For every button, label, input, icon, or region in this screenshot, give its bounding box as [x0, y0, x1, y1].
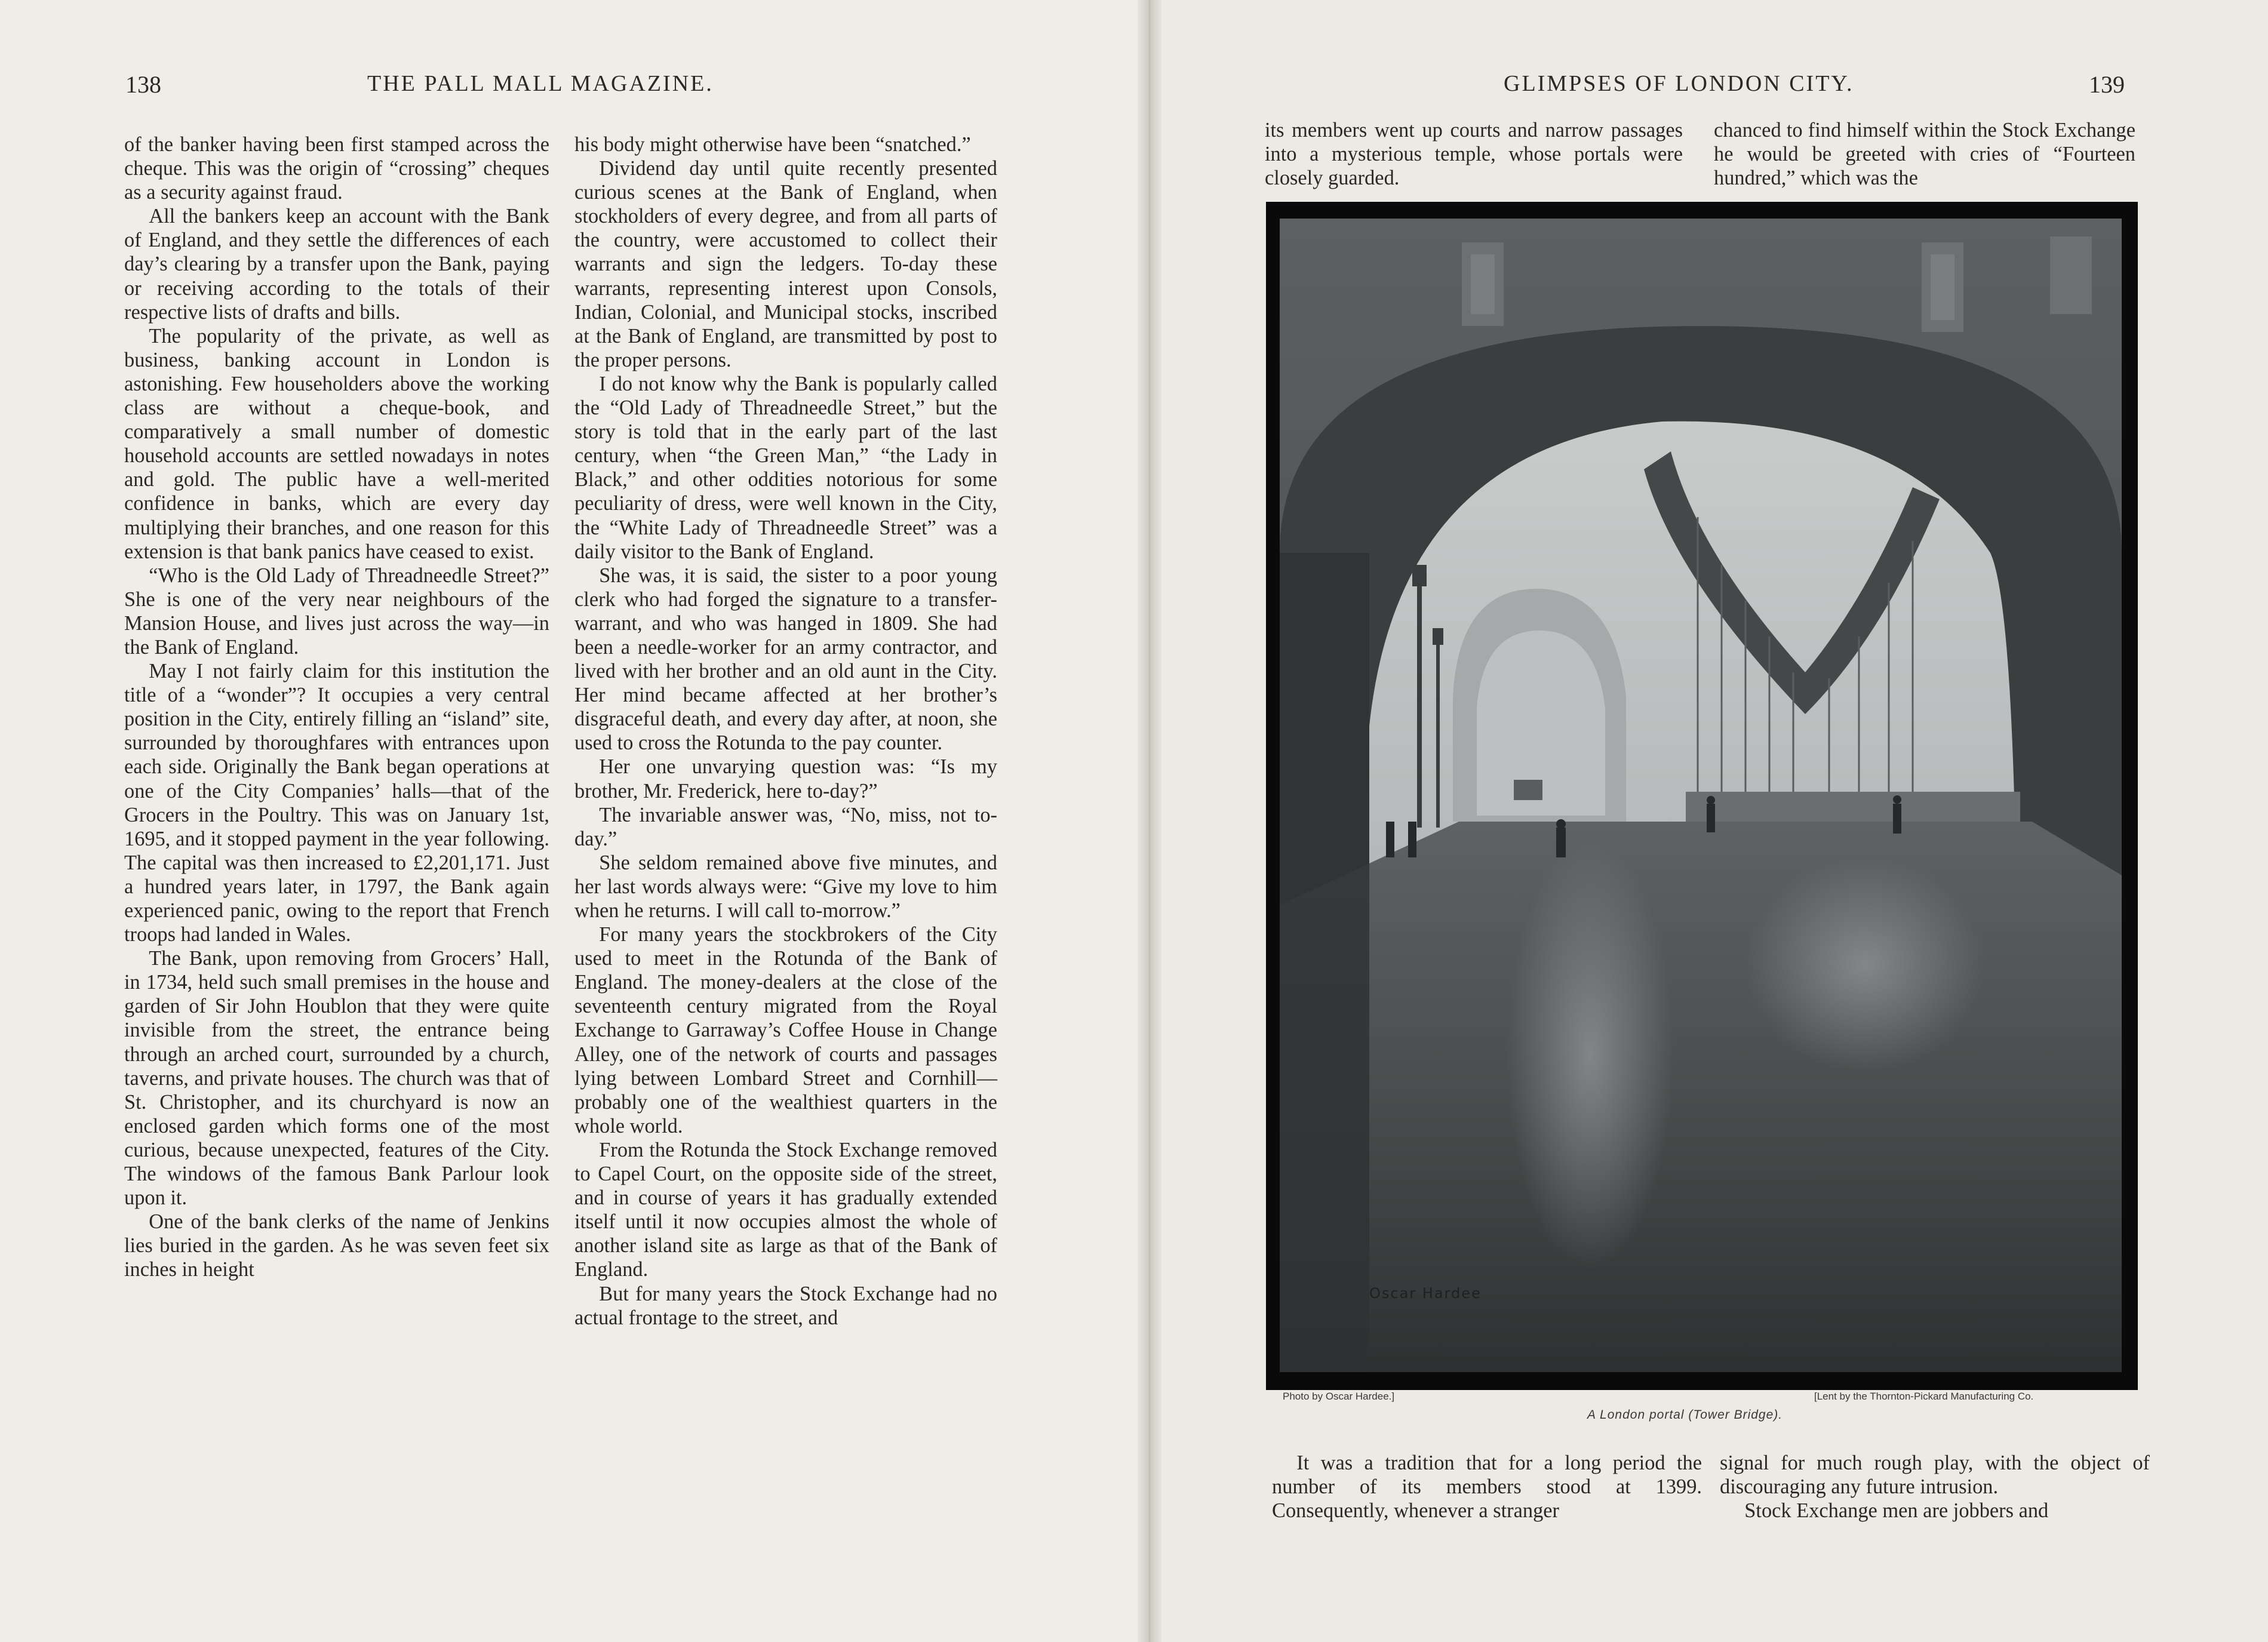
road-reflection: [1745, 857, 1984, 1072]
photo-caption: A London portal (Tower Bridge).: [1587, 1408, 1783, 1422]
paragraph: I do not know why the Bank is popularly called the “Old Lady of Threadneedle Street,” but the story is told that in the early part of the last century, when “the Green Man,” “the Lady in Black,” and other oddities notorious for some peculiarity of dress, were well known in the City, the “White Lady of Threadneedle Street” was a daily visitor to the Bank of England.: [574, 372, 997, 563]
paragraph: She was, it is said, the sister to a poor young clerk who had forged the signature to a transfer-warrant, and who was hanged in 1809. She had been a needle-worker for an army contractor, and lived with her brother and an old aunt in the City. Her mind became affected at her brother’s disgraceful death, and every day after, at noon, she used to cross the Rotunda to the pay counter.: [574, 564, 997, 755]
distant-cart: [1514, 780, 1542, 800]
right-top-left-text: [1265, 118, 1683, 190]
paragraph: of the banker having been first stamped across the cheque. This was the origin of “crossing” cheques as a security against fraud.: [124, 133, 549, 204]
tower-window: [1931, 254, 1954, 320]
left-page-number: 138: [125, 71, 161, 98]
left-column-2: [574, 133, 997, 1330]
paragraph: The invariable answer was, “No, miss, not to-day.”: [574, 803, 997, 850]
paragraph: All the bankers keep an account with the Bank of England, and they settle the differences of each day’s clearing by a transfer upon the Bank, paying or receiving according to the totals of their respective lists of drafts and bills.: [124, 205, 549, 324]
paragraph: It was a tradition that for a long period the number of its members stood at 1399. Consequently, whenever a stranger: [1272, 1452, 1702, 1523]
right-top-right-text: [1714, 118, 2135, 190]
paragraph: Stock Exchange men are jobbers and: [1744, 1499, 2049, 1523]
paragraph: Her one unvarying question was: “Is my brother, Mr. Frederick, here to-day?”: [574, 755, 997, 802]
paragraph: Dividend day until quite recently presented curious scenes at the Bank of England, when stockholders of every degree, and from all parts of the country, were accustomed to collect their warrants and sign the ledgers. To-day these warrants, representing interest upon Consols, Indian, Colonial, and Municipal stocks, inscribed at the Bank of England, are transmitted by post to the proper persons.: [574, 157, 997, 371]
paragraph: chanced to find himself within the Stock Exchange he would be greeted with cries of “Fourteen hundred,” which was the: [1714, 119, 2135, 190]
paragraph: “Who is the Old Lady of Threadneedle Street?” She is one of the very near neighbours of the Mansion House, and lives just across the way—in the Bank of England.: [124, 564, 549, 659]
right-bottom-left-text: [1272, 1451, 1702, 1523]
tower-window: [1471, 254, 1495, 314]
paragraph: his body might otherwise have been “snatched.”: [574, 133, 971, 156]
paragraph: For many years the stockbrokers of the City used to meet in the Rotunda of the Bank of England. The money-dealers at the close of the seventeenth century migrated from the Royal Exchange to Garraway’s Coffee House in Change Alley, one of the network of courts and passages lying between Lombard Street and Cornhill—probably one of the wealthiest quarters in the whole world.: [574, 923, 997, 1137]
paragraph: From the Rotunda the Stock Exchange removed to Capel Court, on the opposite side of the street, and in course of years it has gradually extended itself until it now occupies almost the whole of another island site as large as that of the Bank of England.: [574, 1138, 997, 1281]
road-reflection: [1507, 840, 1674, 1269]
right-bottom-right-text: [1720, 1451, 2150, 1523]
left-column-1: [124, 133, 549, 1282]
paragraph: May I not fairly claim for this institution the title of a “wonder”? It occupies a very central position in the City, entirely filling an “island” site, surrounded by thoroughfares with entrances upon each side. Originally the Bank began operations at one of the City Companies’ halls—that of the Grocers in the Poultry. This was on January 1st, 1695, and it stopped payment in the year following. The capital was then increased to £2,201,171. Just a hundred years later, in 1797, the Bank again experienced panic, owing to the report that French troops had landed in Wales.: [124, 660, 549, 946]
photo-credit: Photo by Oscar Hardee.]: [1283, 1391, 1395, 1402]
paragraph: The Bank, upon removing from Grocers’ Hall, in 1734, held such small premises in the house and garden of Sir John Houblon that they were quite invisible from the street, the entrance being through an arched court, surrounded by a church, taverns, and private houses. The church was that of St. Christopher, and its churchyard is now an enclosed garden which forms one of the most curious, because unexpected, features of the City. The windows of the famous Bank Parlour look upon it.: [124, 947, 549, 1210]
paragraph: But for many years the Stock Exchange had no actual frontage to the street, and: [574, 1282, 997, 1329]
paragraph: One of the bank clerks of the name of Jenkins lies buried in the garden. As he was seven feet six inches in height: [124, 1210, 549, 1281]
paragraph: The popularity of the private, as well as business, banking account in London is astonishing. Few householders above the working class are without a cheque-book, and comparatively a small number of domestic household accounts are settled nowadays in notes and gold. The public have a well-merited confidence in banks, which are every day multiplying their branches, and one reason for this extension is that bank panics have ceased to exist.: [124, 324, 549, 563]
left-running-head: THE PALL MALL MAGAZINE.: [367, 71, 714, 96]
right-page-number: 139: [2089, 71, 2125, 98]
lender-credit: [Lent by the Thornton-Pickard Manufacturing Co.: [1814, 1391, 2034, 1402]
pillar-shadow: [1280, 553, 1369, 1372]
paragraph: signal for much rough play, with the object of discouraging any future intrusion.: [1720, 1452, 2150, 1499]
right-running-head: GLIMPSES OF LONDON CITY.: [1504, 71, 1854, 96]
photo-signature: Oscar Hardee: [1369, 1285, 1482, 1302]
tower-bridge-photo: [1280, 219, 2122, 1372]
page-gutter: [1138, 0, 1161, 1642]
tower-window: [2050, 236, 2092, 314]
paragraph: She seldom remained above five minutes, and her last words always were: “Give my love to him when he returns. I will call to-morrow.”: [574, 851, 997, 922]
paragraph: its members went up courts and narrow passages into a mysterious temple, whose portals were closely guarded.: [1265, 119, 1683, 190]
